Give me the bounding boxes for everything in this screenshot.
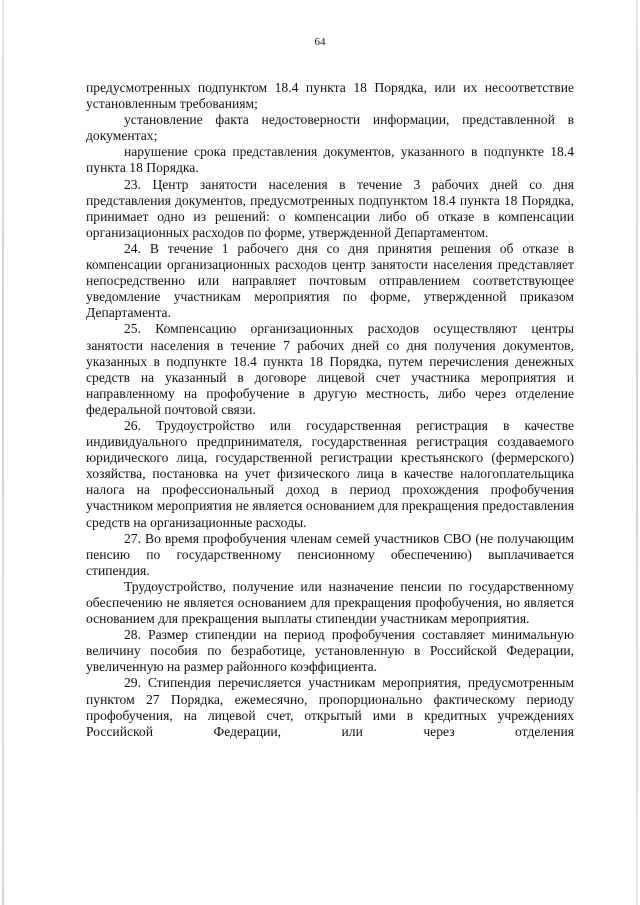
paragraph: Трудоустройство, получение или назначение пенсии по государственному обеспечению не является основанием для прекращения профобучения, но является основанием для прекращения выплаты стипендии участникам мероприятия. <box>86 578 574 627</box>
scan-edge-left <box>2 0 4 905</box>
document-body <box>86 80 574 740</box>
page-number: 64 <box>314 36 326 48</box>
paragraph: нарушение срока представления документов, указанного в подпункте 18.4 пункта 18 Порядка. <box>86 144 574 176</box>
paragraph: 27. Во время профобучения членам семей участников СВО (не получающим пенсию по государственному пенсионному обеспечению) выплачивается стипендия. <box>86 530 574 578</box>
paragraph: предусмотренных подпунктом 18.4 пункта 18 Порядка, или их несоответствие установленным требованиям; <box>86 80 574 112</box>
paragraph: 24. В течение 1 рабочего дня со дня принятия решения об отказе в компенсации организационных расходов центр занятости населения представляет непосредственно или направляет почтовым отправлением соответствующее уведомление участникам мероприятия по форме, утвержденной приказом Департамента. <box>86 240 574 321</box>
paragraph: 29. Стипендия перечисляется участникам мероприятия, предусмотренным пунктом 27 Порядка, ежемесячно, пропорционально фактическому периоду профобучения, на лицевой счет, открытый ими в кредитных учреждениях Российской Федерации, или через отделения <box>86 675 574 739</box>
paragraph: 25. Компенсацию организационных расходов осуществляют центры занятости населения в течение 7 рабочих дней со дня получения документов, указанных в подпункте 18.4 пункта 18 Порядка, путем перечисления денежных средств на указанный в договоре лицевой счет участника мероприятия и направленному на профобучение в другую местность, либо через отделение федеральной почтовой связи. <box>86 321 574 417</box>
paragraph: установление факта недостоверности информации, представленной в документах; <box>86 112 574 144</box>
scan-edge-right <box>636 0 638 905</box>
paragraph: 23. Центр занятости населения в течение 3 рабочих дней со дня представления документов, предусмотренных подпунктом 18.4 пункта 18 Порядка, принимает одно из решений: о компенсации либо об отказе в компенсации организационных расходов по форме, утвержденной Департаментом. <box>86 176 574 240</box>
paragraph: 28. Размер стипендии на период профобучения составляет минимальную величину пособия по безработице, установленную в Российской Федерации, увеличенную на размер районного коэффициента. <box>86 627 574 675</box>
paragraph: 26. Трудоустройство или государственная регистрация в качестве индивидуального предпринимателя, государственная регистрация создаваемого юридического лица, государственной регистрации крестьянского (фермерского) хозяйства, постановка на учет физического лица в качестве налогоплательщика налога на профессиональный доход в период прохождения профобучения участником мероприятия не является основанием для прекращения предоставления средств на организационные расходы. <box>86 417 574 530</box>
